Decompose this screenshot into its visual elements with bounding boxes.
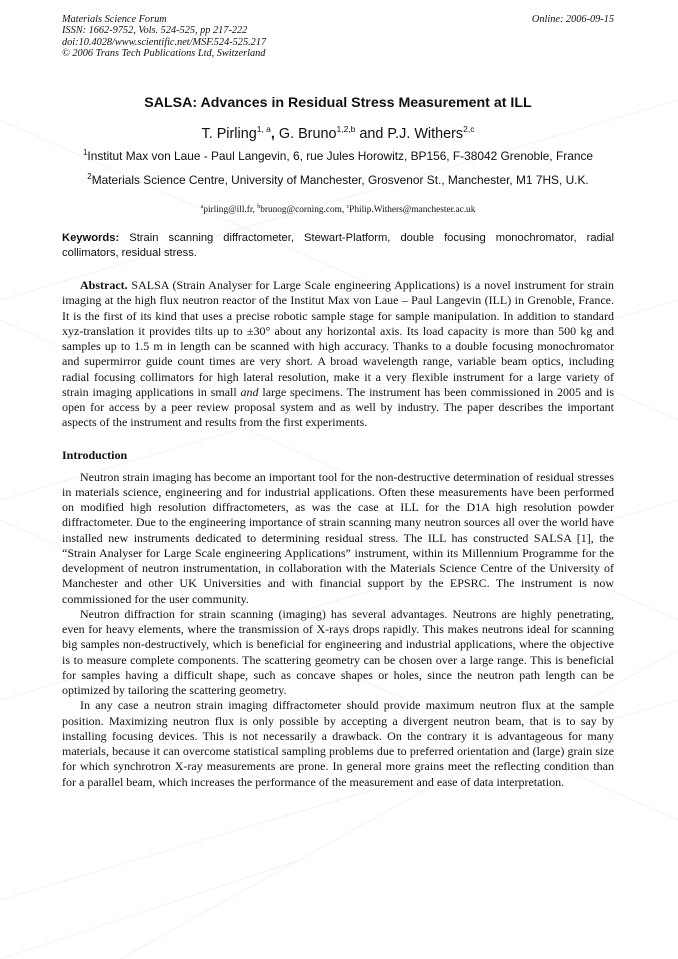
author-line — [62, 124, 614, 142]
author-superscript: 1, a — [256, 124, 271, 135]
affiliation-text: Institut Max von Laue - Paul Langevin, 6, rue Jules Horowitz, BP156, F-38042 Grenoble, France — [87, 148, 594, 163]
keywords-label: Keywords: — [62, 232, 120, 245]
keywords-block — [62, 231, 614, 260]
email-superscript: a — [200, 203, 204, 210]
journal-header — [62, 14, 614, 59]
affiliation-number: 1 — [82, 147, 88, 157]
email-superscript: b — [257, 203, 261, 210]
intro-paragraph: Neutron strain imaging has become an important tool for the non-destructive determination of residual stresses in materials science, engineering and for industrial applications. Often these measurements have been performed on modified high resolution diffractometers, as was the case at ILL for the D1A high resolution powder diffractometer. Due to the engineering importance of strain scanning many neutron sources all over the world have installed new instruments dedicated to determining residual stress. The ILL has constructed SALSA [1], the “Strain Analyser for Large Scale engineering Applications” instrument, within its Millennium Programme for the development of neutron instrumentation, in collaboration with the Materials Science Centre of the University of Manchester and other UK Universities and with financial support by the EPSRC. The instrument is now commissioned for the user community. — [62, 469, 614, 606]
issn-line: ISSN: 1662-9752, Vols. 524-525, pp 217-222 — [62, 25, 248, 37]
email-line — [62, 204, 614, 215]
copyright-line: © 2006 Trans Tech Publications Ltd, Switzerland — [62, 47, 266, 59]
author-name: P.J. Withers — [387, 125, 464, 142]
abstract-text: SALSA (Strain Analyser for Large Scale engineering Applications) is a novel instrument for strain imaging at the high flux neutron reactor of the Institut Max von Laue – Paul Langevin (ILL) in Grenoble, France. It is the first of its kind that uses a precise robotic sample stage for sample manipulation. In addition to standard xyz-translation it provides tilts up to ±30° about any horizontal axis. Its load capacity is more than 500 kg and samples up to 1.5 m in length can be scanned with high accuracy. Thanks to a double focusing monochromator and supermirror guide count times are very short. A broad wavelength range, variable beam optics, including radial focusing collimators for high lateral resolution, make it a very flexible instrument for a large variety of strain imaging applications in small — [62, 278, 614, 399]
online-date: Online: 2006-09-15 — [531, 14, 614, 25]
email-link[interactable]: pirling@ill.fr, — [203, 205, 258, 216]
abstract-text: large specimens. The instrument has been commissioned in 2005 and is open for access by a peer review proposal system and as well by industry. The paper describes the important aspects of the instrument and results from the first experiments. — [62, 384, 614, 430]
doi-line[interactable]: doi:10.4028/www.scientific.net/MSF.524-525.217 — [62, 36, 267, 48]
journal-name: Materials Science Forum — [62, 14, 167, 25]
paper-page — [62, 14, 614, 790]
abstract-block — [62, 278, 614, 431]
author-name: T. Pirling — [201, 125, 257, 142]
affiliation-number: 2 — [87, 171, 92, 181]
affiliation-1 — [62, 148, 614, 163]
section-heading-introduction: Introduction — [62, 447, 128, 462]
author-superscript: 2,c — [463, 124, 475, 135]
email-link[interactable]: brunog@corning.com, — [260, 205, 347, 216]
intro-paragraph: Neutron diffraction for strain scanning (imaging) has several advantages. Neutrons are highly penetrating, even for heavy elements, where the transmission of X-rays drops rapidly. This makes neutrons ideal for scanning big samples non-destructively, which is beneficial for engineering and industrial applications, where the objective is to measure complete components. The scattering geometry can be chosen over a large range. This is beneficial for samples having a difficult shape, such as concave shapes or holes, since the neutron path length can be optimized by tailoring the scattering geometry. — [62, 606, 614, 698]
affiliation-2 — [62, 172, 614, 187]
intro-paragraph: In any case a neutron strain imaging diffractometer should provide maximum neutron flux at the sample position. Maximizing neutron flux is only possible by accepting a divergent neutron beam, that is to say by installing focusing devices. This is not necessarily a drawback. On the contrary it is advantageous for many materials, because it can overcome statistical sampling problems due to preferred orientation and (large) grain size for which synchrotron X-ray measurements are prone. In general more grains meet the reflecting condition than for a parallel beam, which increases the performance of the measurement and ease of data interpretation. — [62, 698, 614, 789]
abstract-italic-word: and — [240, 384, 259, 399]
affiliation-text: Materials Science Centre, University of Manchester, Grosvenor St., Manchester, M1 7HS, U.K. — [91, 172, 589, 187]
keywords-text: Strain scanning diffractometer, Stewart-Platform, double focusing monochromator, radial collimators, residual stress. — [62, 232, 614, 259]
author-superscript: 1,2,b — [336, 124, 356, 135]
email-superscript: c — [346, 203, 350, 210]
paper-title: SALSA: Advances in Residual Stress Measurement at ILL — [144, 95, 532, 112]
author-name: G. Bruno — [278, 125, 337, 142]
email-link[interactable]: Philip.Withers@manchester.ac.uk — [349, 205, 476, 216]
author-separator: and — [355, 125, 388, 142]
abstract-label: Abstract. — [80, 278, 128, 293]
author-separator: , — [270, 125, 279, 142]
